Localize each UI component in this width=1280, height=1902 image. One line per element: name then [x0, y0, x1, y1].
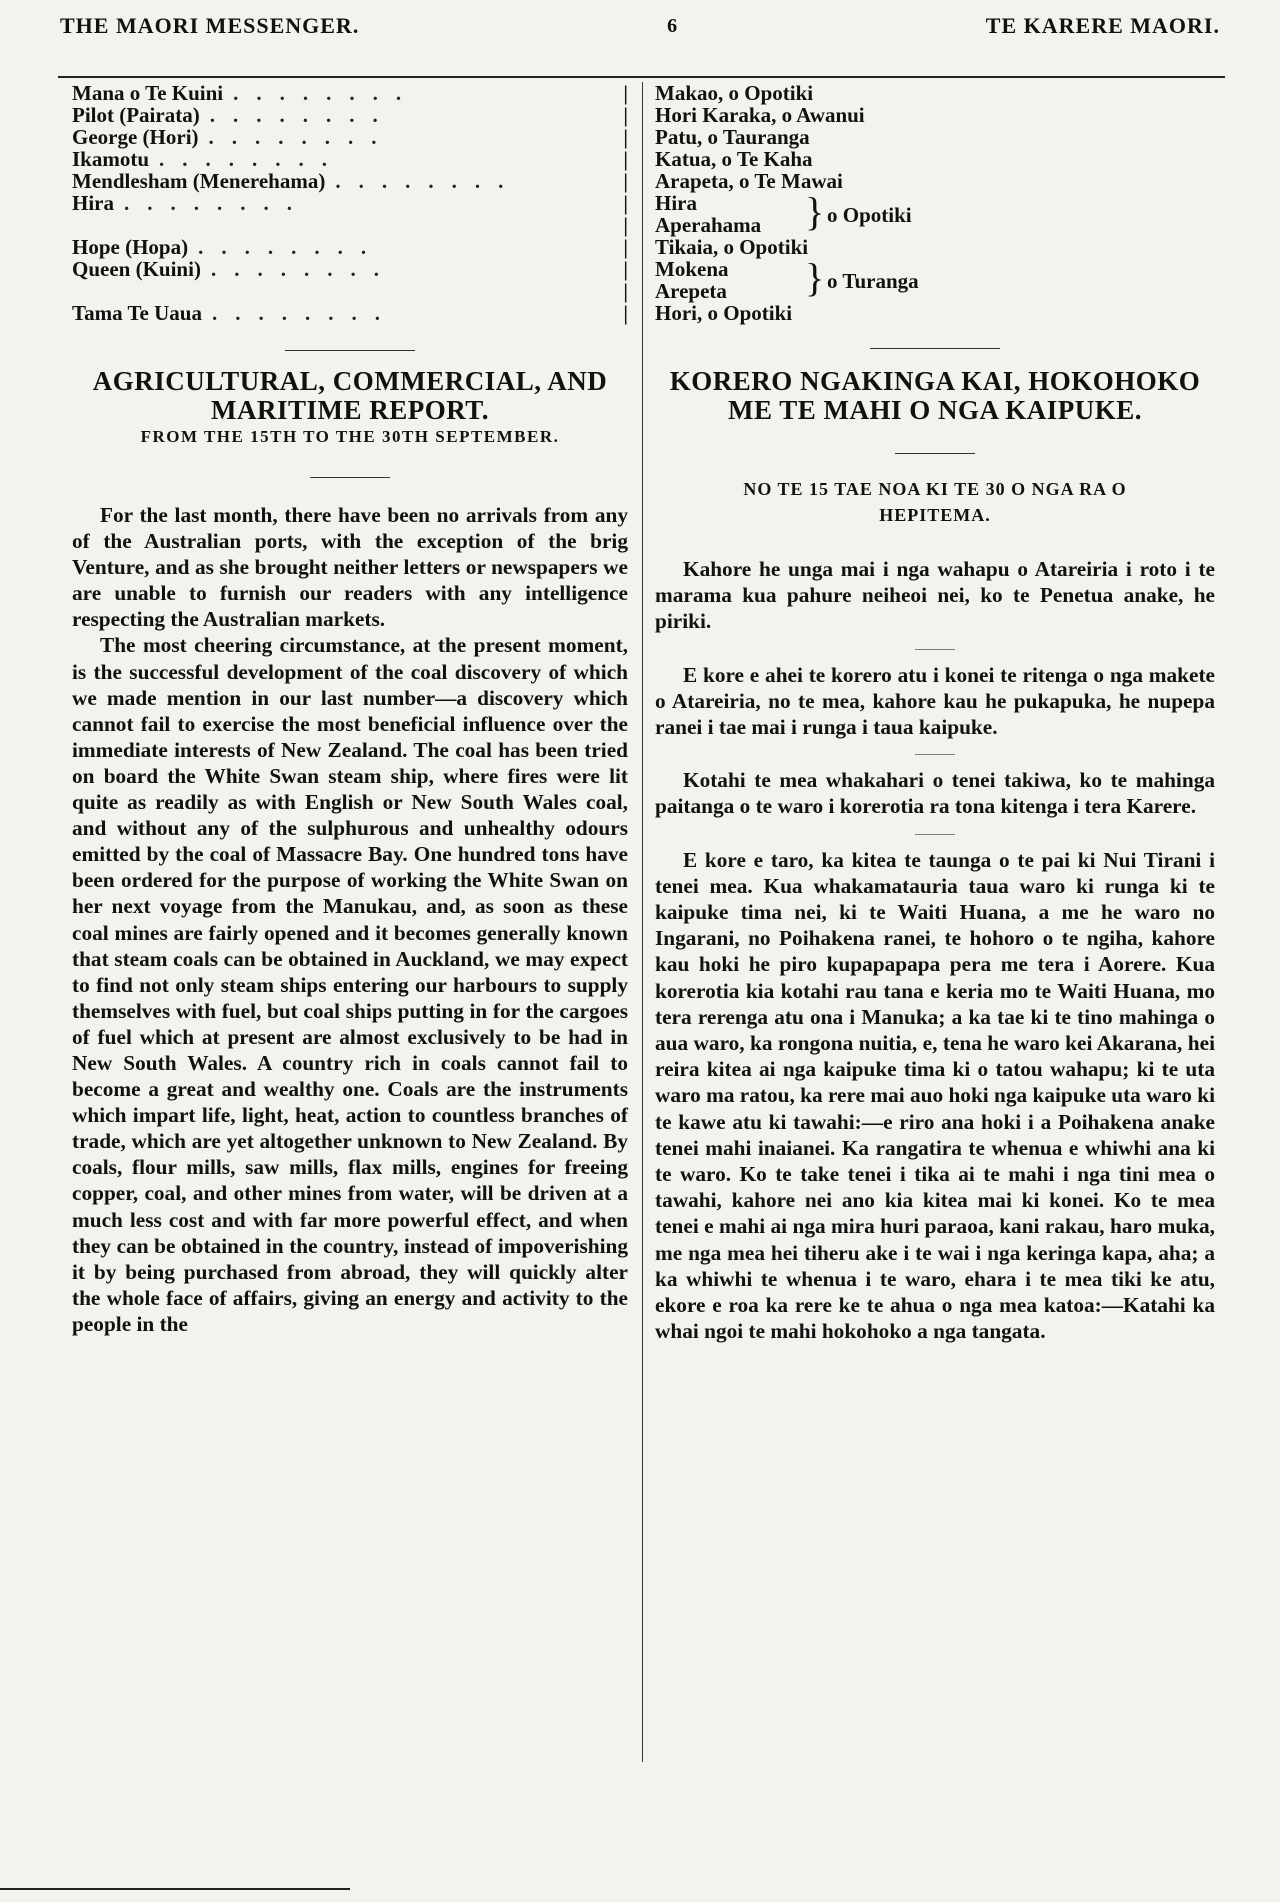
ship-row: Patu, o Tauranga — [655, 125, 810, 149]
ship-row: Hope (Hopa) ........ | — [72, 235, 628, 259]
ship-row: Hira ........ | — [72, 191, 628, 215]
ship-row: Arapeta, o Te Mawai — [655, 169, 843, 193]
ship-row: Pilot (Pairata) ........ | — [72, 103, 628, 127]
maori-paragraph-1: Kahore he unga mai i nga wahapu o Atareiria i roto i te marama kua pahure neiheoi nei, ko te Penetua anake, he piriki. — [655, 557, 1215, 634]
english-report-subtitle: FROM THE 15TH TO THE 30TH SEPTEMBER. — [140, 427, 560, 446]
maori-paragraph-4: E kore e taro, ka kitea te taunga o te pai ki Nui Tirani i tenei mea. Kua whakamatauria taua waro ki runga ki te kaipuke tima nei, ki te Waiti Huana, a me he waro no Ingarani, no Poihakena ranei, te hohoro o te ngiha, kahore kau hoki he piro kupapapapa pera me tera i Aorere. Kua korerotia kia kotahi rau tana e keria mo te Waiti Huana, mo tera rerenga atu ona i Manuka; a ka tae ki te tino mahinga o aua waro, ka rongona nuitia, e, tena he waro kei Akarana, hei reira kitea ai nga kaipuke tima ki o tatou wahapu; ki te uta waro ma ratou, ka rere mai auo hoki nga kaipuke uta waro ki te kawe atu ki tawahi:—e riro ana hoki i a Poihakena anake tenei mahi inaianei. Ka rangatira te whenua e whiwhi ana ki te waro. Ko te take tenei i tika ai te mahi i nga tini mea o tawahi, kahore nei ano kia kitea mai ki konei. Ko te mea tenei e mahi ai nga mira huri paraoa, kani rakau, haro muka, me nga mea hei tiheru ake i te wai i nga keringa kapa, aha; a ka whiwhi te whenua i te waro, ehara i te mea tiki ke atu, ekore e roa ka rere ke te ahua o nga mea katoa:—Katahi ka whai ngoi te mahi hokohoko a nga tangata. — [655, 847, 1215, 1344]
ship-row: Ikamotu ........ | — [72, 147, 628, 171]
ship-brace-group: Hira Aperahama } o Opotiki — [655, 189, 912, 237]
brace-glyph: } — [805, 255, 825, 300]
page-number: 6 — [667, 14, 679, 37]
ship-row: Hori Karaka, o Awanui — [655, 103, 865, 127]
ship-row: Tama Te Uaua ........ | — [72, 301, 628, 325]
ship-row: Katua, o Te Kaha — [655, 147, 813, 171]
paragraph-divider — [915, 834, 955, 835]
ship-row-blank: | — [623, 213, 628, 237]
english-article-body — [72, 502, 628, 1337]
ship-row: Queen (Kuini) ........ | — [72, 257, 628, 281]
page-header — [60, 6, 1220, 46]
maori-paragraph-3: Kotahi te mea whakahari o tenei takiwa, ko te mahinga paitanga o te waro i korerotia ra tona kitenga i tera Karere. — [655, 768, 1215, 819]
ship-row: George (Hori) ........ | — [72, 125, 628, 149]
ship-row: Tikaia, o Opotiki — [655, 235, 809, 259]
maori-report-title: KORERO NGAKINGA KAI, HOKOHOKO ME TE MAHI O NGA KAIPUKE. — [669, 366, 1201, 425]
header-rule — [58, 76, 1225, 78]
bottom-rule — [0, 1888, 350, 1890]
header-left-title: THE MAORI MESSENGER. — [60, 13, 360, 38]
column-divider — [642, 82, 643, 1762]
maori-report-subtitle: NO TE 15 TAE NOA KI TE 30 O NGA RA O HEPITEMA. — [743, 479, 1127, 525]
ship-row: Hori, o Opotiki — [655, 301, 793, 325]
ship-row: Mendlesham (Menerehama) ........ | — [72, 169, 628, 193]
header-right-title: TE KARERE MAORI. — [985, 13, 1220, 38]
ship-row: Mana o Te Kuini ........ | — [72, 81, 628, 105]
paragraph-divider — [915, 649, 955, 650]
section-rule — [310, 477, 390, 478]
english-report-title: AGRICULTURAL, COMMERCIAL, AND MARITIME REPORT. — [92, 366, 608, 425]
section-rule — [895, 453, 975, 454]
ship-row-blank: | — [623, 279, 628, 303]
paragraph-divider — [915, 754, 955, 755]
english-paragraph-1: For the last month, there have been no arrivals from any of the Australian ports, with the exception of the brig Venture, and as she brought neither letters or newspapers we are unable to furnish our readers with any intelligence respecting the Australian markets. — [72, 503, 628, 632]
right-ship-list — [655, 82, 1215, 324]
left-column — [72, 82, 628, 1337]
right-column — [655, 82, 1215, 1344]
maori-paragraph-2: E kore e ahei te korero atu i konei te ritenga o nga makete o Atareiria, no te mea, kahore kau he pukapuka, he nupepa ranei i tae mai i runga i taua kaipuke. — [655, 662, 1215, 740]
english-paragraph-2: The most cheering circumstance, at the present moment, is the successful development of the coal discovery of which we made mention in our last number—a discovery which cannot fail to exercise the most beneficial influence over the immediate interests of New Zealand. The coal has been tried on board the White Swan steam ship, where fires were lit quite as readily as with English or New South Wales coal, and without any of the sulphurous and unhealthy odours emitted by the coal of Massacre Bay. One hundred tons have been ordered for the purpose of working the White Swan on her next voyage from the Manukau, and, as soon as these coal mines are fairly opened and it becomes generally known that steam coals can be obtained in Auckland, we may expect to find not only steam ships entering our harbours to supply themselves with fuel, but coal ships putting in for the cargoes of fuel which at present are almost exclusively to be had in New South Wales. A country rich in coals cannot fail to become a great and wealthy one. Coals are the instruments which impart life, light, heat, action to countless branches of trade, which are yet altogether unknown to New Zealand. By coals, flour mills, saw mills, flax mills, engines for freeing copper, coal, and other mines from water, will be driven at a much less cost and with far more powerful effect, and when they can be obtained in the country, instead of impoverishing it by being purchased from abroad, they will quickly alter the whole face of affairs, giving an energy and activity to the people in the — [72, 633, 628, 1336]
ship-brace-group: Mokena Arepeta } o Turanga — [655, 255, 919, 303]
brace-glyph: } — [805, 189, 825, 234]
left-ship-list — [72, 82, 628, 324]
ship-row: Makao, o Opotiki — [655, 81, 814, 105]
